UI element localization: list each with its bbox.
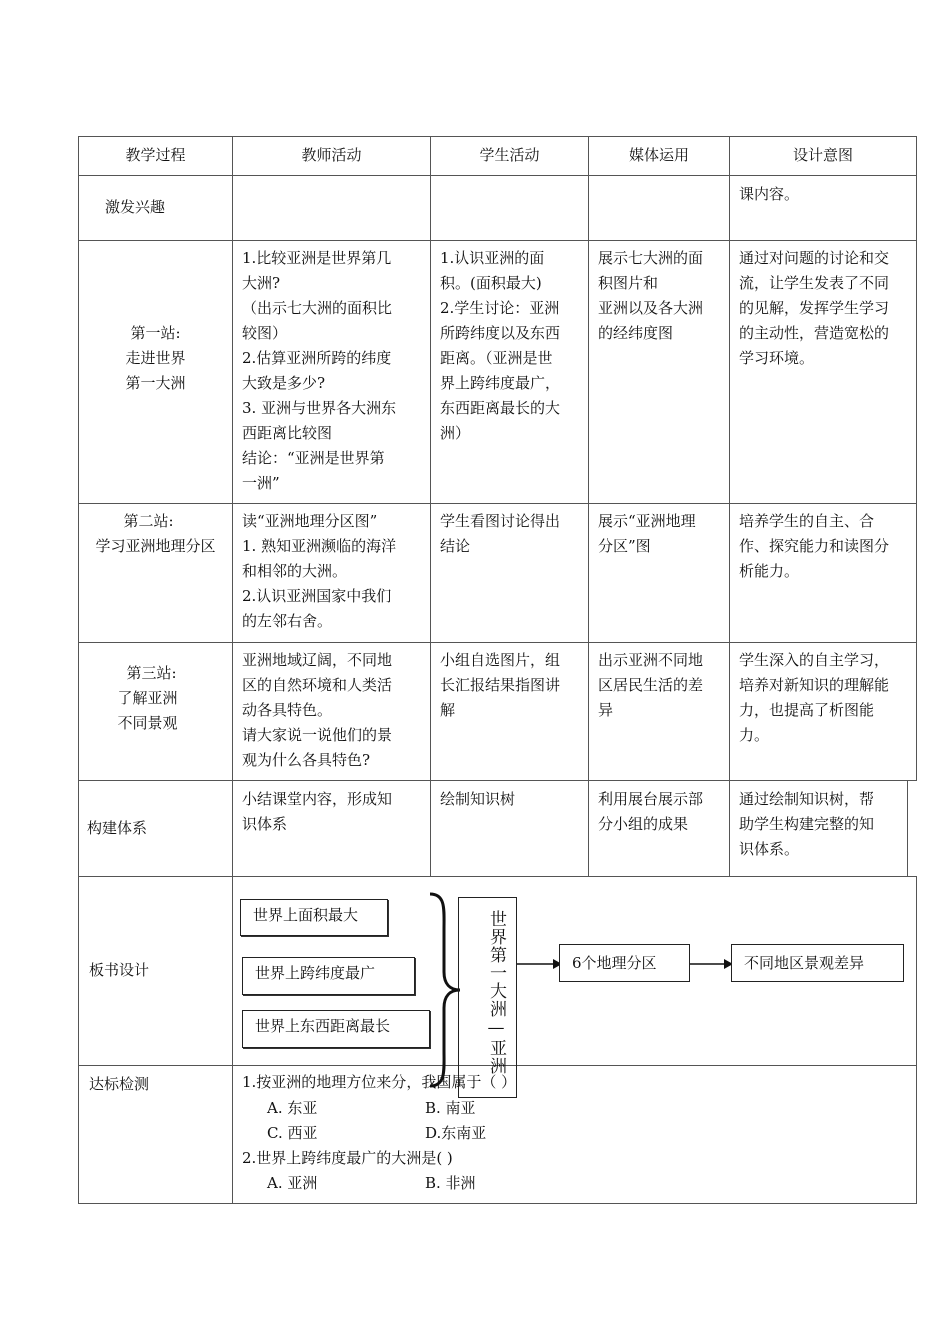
text-line: 小组自选图片，组 [440, 651, 561, 669]
text-line: 界上跨纬度最广， [440, 374, 561, 392]
text-line: 力，也提高了析图能 [739, 701, 875, 719]
text-line: 1. 熟知亚洲濒临的海洋 [242, 537, 397, 555]
text-line: 区的自然环境和人类活 [242, 676, 393, 694]
question-2: 2.世界上跨纬度最广的大洲是( ) [242, 1149, 453, 1167]
text-line: 作、探究能力和读图分 [739, 537, 890, 555]
text-line: 识体系 [242, 815, 288, 833]
board-item-box: 世界上面积最大 [240, 899, 388, 936]
text-line: 1.比较亚洲是世界第几 [242, 249, 392, 267]
text-line: 力。 [739, 726, 770, 744]
text-line: 亚洲地域辽阔，不同地 [242, 651, 393, 669]
header-cell: 教学过程 [125, 146, 186, 164]
text-line: 流，让学生发表了不同 [739, 274, 890, 292]
option: C. 西亚 [267, 1124, 318, 1142]
text-line: 所跨纬度以及东西 [440, 324, 561, 342]
board-item-box: 世界上东西距离最长 [242, 1010, 430, 1048]
grid-line [907, 780, 908, 877]
text-line: 展示“亚洲地理 [598, 512, 696, 530]
stage-line: 了解亚洲 [117, 689, 178, 707]
option: B. 南亚 [425, 1099, 476, 1117]
board-item-box: 世界上跨纬度最广 [242, 957, 415, 995]
stage-line: 第一大洲 [125, 374, 186, 392]
stage-cell: 构建体系 [87, 819, 148, 837]
grid-line [78, 503, 917, 504]
media-cell [598, 787, 726, 837]
grid-line [916, 136, 917, 781]
stage-line: 学习亚洲地理分区 [95, 537, 216, 555]
text-line: 的经纬度图 [598, 324, 674, 342]
text-line: 解 [440, 701, 456, 719]
center-vertical-box [458, 897, 517, 1098]
teacher-cell [242, 246, 424, 496]
text-line: 3. 亚洲与世界各大洲东 [242, 399, 397, 417]
stage-line: 走进世界 [125, 349, 186, 367]
student-cell [440, 246, 585, 446]
intent-cell: 课内容。 [739, 185, 800, 203]
option: A. 亚洲 [267, 1174, 318, 1192]
question-1: 1.按亚洲的地理方位来分，我国属于（ ） [242, 1073, 517, 1091]
text-line: 长汇报结果指图讲 [440, 676, 561, 694]
text-line: 观为什么各具特色? [242, 751, 371, 769]
teacher-cell [242, 648, 424, 773]
teacher-cell [242, 787, 424, 837]
student-cell [440, 787, 585, 812]
grid-line [78, 136, 917, 137]
board-step-box: 6个地理分区 [559, 944, 690, 982]
text-line: 距离。（亚洲是世 [440, 349, 553, 367]
text-line: 洲） [440, 424, 471, 442]
media-cell [598, 509, 726, 559]
text-line: 分区”图 [598, 537, 651, 555]
header-cell: 媒体运用 [628, 146, 689, 164]
grid-line [78, 876, 917, 877]
grid-line [78, 780, 917, 781]
text-line: 2.认识亚洲国家中我们 [242, 587, 392, 605]
media-cell [598, 246, 726, 346]
text-line: 2.学生讨论：亚洲 [440, 299, 560, 317]
stage-cell: 激发兴趣 [105, 198, 166, 216]
grid-line [78, 240, 917, 241]
header-cell: 设计意图 [792, 146, 853, 164]
text-line: 的左邻右舍。 [242, 612, 333, 630]
grid-line [78, 1203, 917, 1204]
text-line: 通过对问题的讨论和交 [739, 249, 890, 267]
stage-line: 第三站: [126, 664, 177, 682]
header-cell: 教师活动 [301, 146, 362, 164]
text-line: 分小组的成果 [598, 815, 689, 833]
text-line: 一洲” [242, 474, 280, 492]
text-line: 展示七大洲的面 [598, 249, 704, 267]
text-line: 大洲? [242, 274, 281, 292]
text-line: 东西距离最长的大 [440, 399, 561, 417]
stage-cell [79, 509, 232, 559]
text-line: 出示亚洲不同地 [598, 651, 704, 669]
arrow-2 [690, 956, 734, 972]
text-line: 学习环境。 [739, 349, 815, 367]
text-line: 的见解，发挥学生学习 [739, 299, 890, 317]
grid-line [729, 136, 730, 877]
text-line: 较图） [242, 324, 288, 342]
center-vertical-text: 世界第一大洲—亚洲 [486, 910, 506, 1075]
text-line: 通过绘制知识树，帮 [739, 790, 875, 808]
stage-cell [79, 321, 232, 396]
board-label: 板书设计 [89, 961, 150, 979]
board-step-box: 不同地区景观差异 [731, 944, 904, 982]
student-cell [440, 509, 585, 559]
stage-line: 第一站: [130, 324, 181, 342]
intent-cell [739, 787, 904, 862]
text-line: 利用展台展示部 [598, 790, 704, 808]
grid-line [78, 642, 917, 643]
option: A. 东亚 [267, 1099, 318, 1117]
text-line: （出示七大洲的面积比 [242, 299, 393, 317]
text-line: 积。(面积最大) [440, 274, 542, 292]
student-cell [440, 648, 585, 723]
text-line: 请大家说一说他们的景 [242, 726, 393, 744]
text-line: 动各具特色。 [242, 701, 333, 719]
text-line: 绘制知识树 [440, 790, 516, 808]
text-line: 识体系。 [739, 840, 800, 858]
text-line: 亚洲以及各大洲 [598, 299, 704, 317]
text-line: 区居民生活的差 [598, 676, 704, 694]
intent-cell [739, 509, 914, 584]
text-line: 读“亚洲地理分区图” [242, 512, 378, 530]
text-line: 培养对新知识的理解能 [739, 676, 890, 694]
intent-cell [739, 648, 914, 748]
text-line: 1.认识亚洲的面 [440, 249, 545, 267]
text-line: 学生看图讨论得出 [440, 512, 561, 530]
text-line: 助学生构建完整的知 [739, 815, 875, 833]
stage-cell [79, 661, 232, 736]
text-line: 积图片和 [598, 274, 659, 292]
teacher-cell [242, 509, 424, 634]
stage-line: 第二站: [123, 512, 174, 530]
arrow-1 [517, 956, 563, 972]
text-line: 和相邻的大洲。 [242, 562, 348, 580]
text-line: 小结课堂内容，形成知 [242, 790, 393, 808]
text-line: 结论：“亚洲是世界第 [242, 449, 385, 467]
check-label: 达标检测 [89, 1075, 150, 1093]
grid-line [588, 136, 589, 877]
text-line: 培养学生的自主、合 [739, 512, 875, 530]
grid-line [916, 876, 917, 1204]
text-line: 异 [598, 701, 614, 719]
text-line: 结论 [440, 537, 471, 555]
text-line: 2.估算亚洲所跨的纬度 [242, 349, 392, 367]
text-line: 大致是多少? [242, 374, 326, 392]
text-line: 的主动性，营造宽松的 [739, 324, 890, 342]
header-cell: 学生活动 [479, 146, 540, 164]
option: B. 非洲 [425, 1174, 476, 1192]
grid-line [430, 136, 431, 877]
media-cell [598, 648, 726, 723]
grid-line [232, 136, 233, 1204]
stage-line: 不同景观 [117, 714, 178, 732]
text-line: 析能力。 [739, 562, 800, 580]
grid-line [78, 175, 917, 176]
text-line: 西距离比较图 [242, 424, 333, 442]
intent-cell [739, 246, 914, 371]
option: D.东南亚 [425, 1124, 487, 1142]
text-line: 学生深入的自主学习， [739, 651, 890, 669]
